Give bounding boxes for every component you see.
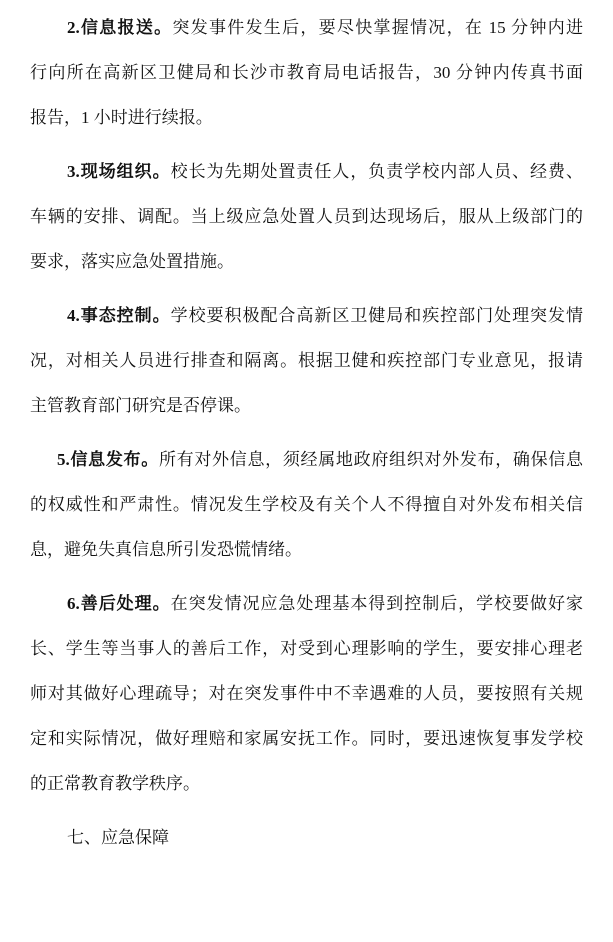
paragraph-line	[30, 437, 583, 482]
paragraph-lead: 4.事态控制。	[67, 306, 171, 325]
section-heading: 七、应急保障	[67, 828, 169, 847]
paragraph-line: 的正常教育教学秩序。	[30, 774, 200, 793]
paragraph-line: 行向所在高新区卫健局和长沙市教育局电话报告，30 分钟内传真书面	[30, 63, 583, 82]
paragraph-line: 况，对相关人员进行排查和隔离。根据卫健和疾控部门专业意见，报请	[30, 351, 583, 370]
paragraph-text: 在突发情况应急处理基本得到控制后，学校要做好家	[170, 594, 583, 613]
paragraph-line: 车辆的安排、调配。当上级应急处置人员到达现场后，服从上级部门的	[30, 207, 583, 226]
paragraph-lead: 5.信息发布。	[57, 450, 159, 469]
document-page	[30, 5, 583, 860]
paragraph-lead: 3.现场组织。	[67, 162, 171, 181]
paragraph-line	[30, 5, 583, 50]
paragraph-text: 校长为先期处置责任人，负责学校内部人员、经费、	[170, 162, 583, 181]
paragraph-line: 要求，落实应急处置措施。	[30, 252, 234, 271]
paragraph-aftermath	[30, 581, 583, 806]
paragraph-line	[30, 149, 583, 194]
paragraph-text: 所有对外信息，须经属地政府组织对外发布，确保信息	[158, 450, 583, 469]
paragraph-line	[30, 293, 583, 338]
paragraph-text: 学校要积极配合高新区卫健局和疾控部门处理突发情	[170, 306, 583, 325]
paragraph-line: 主管教育部门研究是否停课。	[30, 396, 251, 415]
paragraph-text: 突发事件发生后，要尽快掌握情况，在 15 分钟内进	[172, 18, 583, 37]
paragraph-lead: 2.信息报送。	[67, 18, 173, 37]
paragraph-line: 报告，1 小时进行续报。	[30, 108, 213, 127]
paragraph-line: 息，避免失真信息所引发恐慌情绪。	[30, 540, 302, 559]
paragraph-line: 的权威性和严肃性。情况发生学校及有关个人不得擅自对外发布相关信	[30, 495, 583, 514]
paragraph-info-reporting	[30, 5, 583, 140]
paragraph-lead: 6.善后处理。	[67, 594, 171, 613]
paragraph-onsite-organization	[30, 149, 583, 284]
paragraph-line: 师对其做好心理疏导；对在突发事件中不幸遇难的人员，要按照有关规	[30, 684, 583, 703]
paragraph-line: 长、学生等当事人的善后工作，对受到心理影响的学生，要安排心理老	[30, 639, 583, 658]
paragraph-line	[30, 581, 583, 626]
paragraph-line: 定和实际情况，做好理赔和家属安抚工作。同时，要迅速恢复事发学校	[30, 729, 583, 748]
paragraph-info-release	[30, 437, 583, 572]
paragraph-situation-control	[30, 293, 583, 428]
